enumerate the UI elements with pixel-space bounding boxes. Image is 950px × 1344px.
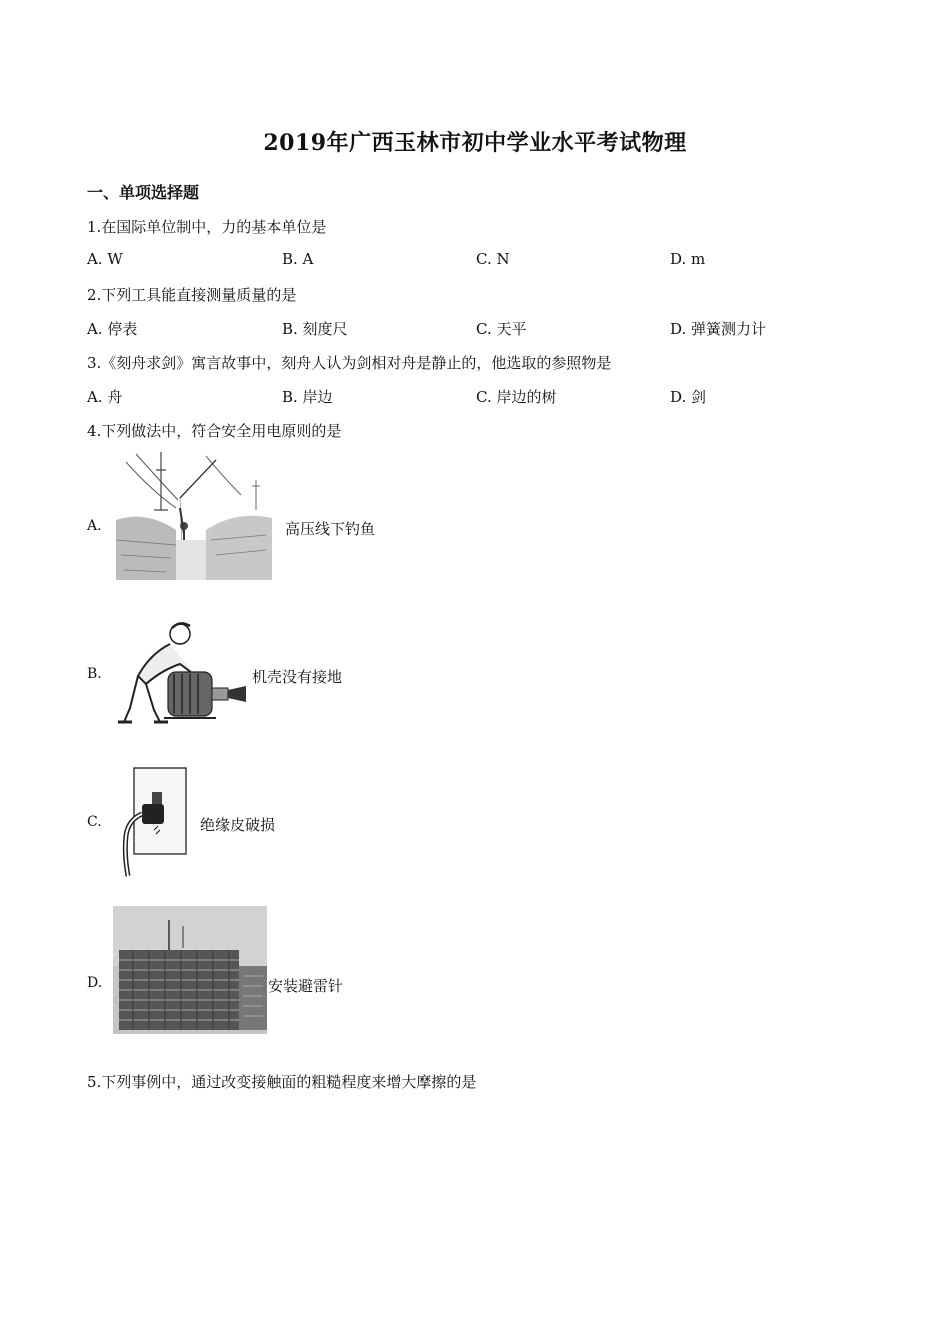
question-3-option-a: A. 舟	[87, 388, 123, 406]
question-3-option-c: C. 岸边的树	[476, 388, 557, 406]
question-1-stem: 1.在国际单位制中，力的基本单位是	[87, 218, 327, 236]
question-4-option-d-caption: 安装避雷针	[268, 977, 344, 995]
question-3-stem: 3.《刻舟求剑》寓言故事中，刻舟人认为剑相对舟是静止的，他选取的参照物是	[87, 354, 612, 372]
question-2-option-c: C. 天平	[476, 320, 527, 338]
question-1-option-b: B. A	[282, 250, 314, 268]
question-5-stem: 5.下列事例中，通过改变接触面的粗糙程度来增大摩擦的是	[87, 1073, 477, 1091]
question-3-option-b: B. 岸边	[282, 388, 333, 406]
question-1-option-a: A. W	[87, 250, 123, 268]
question-4-option-a-letter: A.	[87, 518, 102, 534]
question-2-option-b: B. 刻度尺	[282, 320, 348, 338]
question-4-stem: 4.下列做法中，符合安全用电原则的是	[87, 422, 342, 440]
question-4-option-c-letter: C.	[87, 814, 102, 830]
question-4-option-b-letter: B.	[87, 666, 102, 682]
question-4-option-a-caption: 高压线下钓鱼	[285, 520, 376, 538]
question-4-option-b-caption: 机壳没有接地	[252, 668, 343, 686]
page-title: 2019年广西玉林市初中学业水平考试物理	[263, 130, 687, 156]
question-1-option-d: D. m	[670, 250, 706, 268]
question-4-option-d-letter: D.	[87, 975, 103, 991]
question-2-option-d: D. 弹簧测力计	[670, 320, 767, 338]
question-3-option-d: D. 剑	[670, 388, 707, 406]
question-1-option-c: C. N	[476, 250, 510, 268]
question-4-option-c-caption: 绝缘皮破损	[200, 816, 276, 834]
question-2-option-a: A. 停表	[87, 320, 138, 338]
question-2-stem: 2.下列工具能直接测量质量的是	[87, 286, 297, 304]
ungrounded-motor-image	[110, 620, 252, 728]
fishing-under-powerline-image	[116, 450, 272, 580]
section-heading: 一、单项选择题	[87, 183, 200, 202]
damaged-insulation-plug-image	[118, 764, 190, 878]
lightning-rod-building-image	[113, 906, 267, 1034]
